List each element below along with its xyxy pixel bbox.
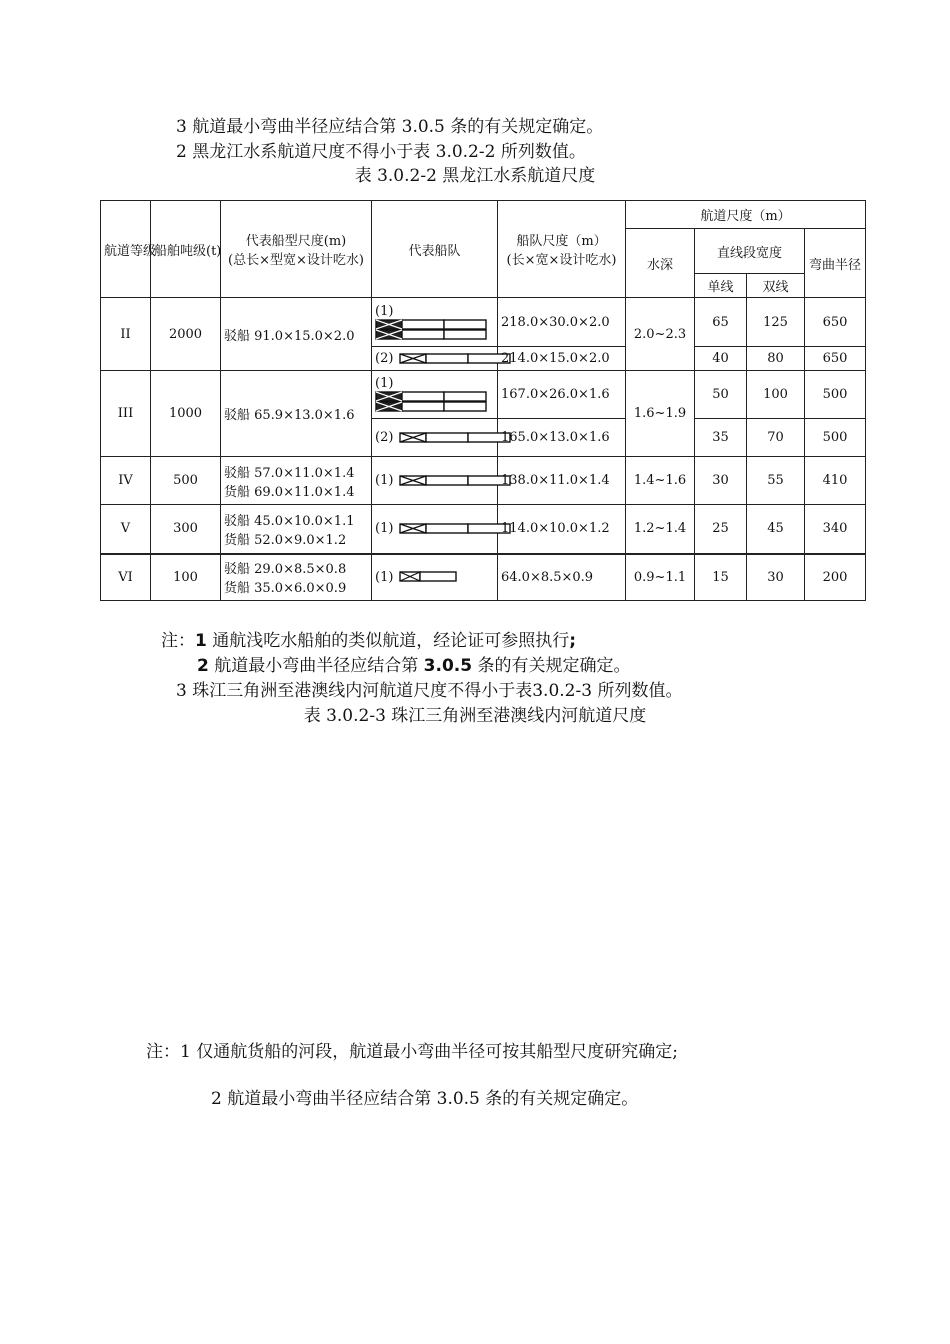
header-ship-size: 代表船型尺度(m) (总长×型宽×设计吃水) [221, 201, 372, 298]
note-3: 3 珠江三角洲至港澳线内河航道尺度不得小于表3.0.2-3 所列数值。 [176, 681, 683, 701]
cell-grade: II [101, 298, 151, 371]
header-fleet-size: 船队尺度（m） (长×宽×设计吃水) [498, 201, 626, 298]
ship-size-line: 货船 69.0×11.0×1.4 [224, 484, 355, 500]
cell-fleet [372, 554, 498, 601]
cell-depth: 1.4~1.6 [626, 457, 695, 505]
single-barge-fleet-icon [399, 353, 511, 365]
note2-2: 2 航道最小弯曲半径应结合第 3.0.5 条的有关规定确定。 [211, 1089, 639, 1109]
header-width: 直线段宽度 [695, 229, 805, 274]
table-row [101, 371, 866, 419]
cell-tonnage: 100 [151, 554, 221, 601]
cell-single: 35 [695, 419, 747, 457]
fleet-label: (1) [375, 569, 394, 585]
table-caption-2: 表 3.0.2-3 珠江三角洲至港澳线内河航道尺度 [303, 706, 647, 726]
fleet-label: (1) [375, 473, 394, 488]
fleet-label: (1) [375, 521, 394, 537]
single-barge-fleet-icon [399, 571, 457, 583]
double-barge-fleet-icon [375, 319, 487, 341]
header-channel: 航道尺度（m） [626, 201, 866, 229]
cell-radius: 500 [805, 419, 866, 457]
note-1: 注：1 通航浅吃水船舶的类似航道，经论证可参照执行; [161, 631, 577, 651]
cell-tonnage: 300 [151, 505, 221, 554]
cell-fleet-size: 64.0×8.5×0.9 [498, 554, 626, 601]
cell-grade: III [101, 371, 151, 457]
cell-single: 40 [695, 347, 747, 371]
cell-depth: 1.2~1.4 [626, 505, 695, 554]
cell-fleet-size: 167.0×26.0×1.6 [498, 371, 626, 419]
cell-fleet [372, 457, 498, 505]
cell-fleet [372, 419, 498, 457]
cell-fleet [372, 298, 498, 347]
cell-fleet-size: 218.0×30.0×2.0 [498, 298, 626, 347]
single-barge-fleet-icon [399, 523, 511, 535]
cell-single: 50 [695, 371, 747, 419]
cell-radius: 500 [805, 371, 866, 419]
fleet-label: (2) [375, 351, 394, 366]
table-row [101, 554, 866, 601]
cell-radius: 200 [805, 554, 866, 601]
cell-tonnage: 1000 [151, 371, 221, 457]
intro-line-1: 3 航道最小弯曲半径应结合第 3.0.5 条的有关规定确定。 [176, 117, 604, 137]
cell-double: 80 [747, 347, 805, 371]
cell-single: 30 [695, 457, 747, 505]
cell-single: 25 [695, 505, 747, 554]
cell-double: 70 [747, 419, 805, 457]
cell-radius: 650 [805, 298, 866, 347]
table-row [101, 505, 866, 554]
cell-grade: IV [101, 457, 151, 505]
cell-depth: 0.9~1.1 [626, 554, 695, 601]
header-fleet: 代表船队 [372, 201, 498, 298]
table-caption: 表 3.0.2-2 黑龙江水系航道尺度 [354, 166, 596, 186]
ship-size-line: 驳船 45.0×10.0×1.1 [224, 513, 355, 529]
cell-double: 30 [747, 554, 805, 601]
note-2: 2 航道最小弯曲半径应结合第 3.0.5 条的有关规定确定。 [197, 656, 631, 676]
cell-depth: 2.0~2.3 [626, 298, 695, 371]
cell-fleet-size: 138.0×11.0×1.4 [498, 457, 626, 505]
cell-ship-size [221, 505, 372, 554]
ship-size-line: 驳船 91.0×15.0×2.0 [224, 328, 355, 344]
cell-ship-size [221, 371, 372, 457]
cell-depth: 1.6~1.9 [626, 371, 695, 457]
cell-fleet [372, 347, 498, 371]
header-radius: 弯曲半径 [805, 229, 866, 298]
header-single: 单线 [695, 274, 747, 298]
table-row [101, 298, 866, 347]
cell-tonnage: 2000 [151, 298, 221, 371]
intro-line-2: 2 黑龙江水系航道尺度不得小于表 3.0.2-2 所列数值。 [176, 142, 586, 162]
cell-fleet-size: 114.0×10.0×1.2 [498, 505, 626, 554]
table-row [101, 457, 866, 505]
cell-ship-size [221, 298, 372, 371]
header-double: 双线 [747, 274, 805, 298]
cell-radius: 340 [805, 505, 866, 554]
ship-size-line: 货船 52.0×9.0×1.2 [224, 532, 347, 548]
fleet-label: (2) [375, 430, 394, 445]
cell-fleet-size: 165.0×13.0×1.6 [498, 419, 626, 457]
single-barge-fleet-icon [399, 475, 511, 487]
cell-single: 65 [695, 298, 747, 347]
cell-radius: 650 [805, 347, 866, 371]
cell-fleet-size: 214.0×15.0×2.0 [498, 347, 626, 371]
cell-double: 100 [747, 371, 805, 419]
header-grade: 航道等级 [101, 201, 151, 298]
cell-radius: 410 [805, 457, 866, 505]
cell-grade: V [101, 505, 151, 554]
ship-size-line: 驳船 29.0×8.5×0.8 [224, 562, 347, 578]
cell-single: 15 [695, 554, 747, 601]
cell-tonnage: 500 [151, 457, 221, 505]
cell-double: 125 [747, 298, 805, 347]
fleet-label: (1) [375, 376, 394, 391]
single-barge-fleet-icon [399, 432, 511, 444]
ship-size-line: 驳船 65.9×13.0×1.6 [224, 408, 355, 423]
cell-fleet [372, 371, 498, 419]
fleet-label: (1) [375, 303, 394, 319]
header-depth: 水深 [626, 229, 695, 298]
cell-double: 55 [747, 457, 805, 505]
cell-ship-size [221, 457, 372, 505]
cell-double: 45 [747, 505, 805, 554]
ship-size-line: 驳船 57.0×11.0×1.4 [224, 465, 355, 481]
header-tonnage: 船舶吨级(t) [151, 201, 221, 298]
cell-fleet [372, 505, 498, 554]
cell-ship-size [221, 554, 372, 601]
cell-grade: VI [101, 554, 151, 601]
navigation-dimensions-table [100, 200, 866, 601]
ship-size-line: 货船 35.0×6.0×0.9 [224, 581, 347, 597]
note2-1: 注：1 仅通航货船的河段，航道最小弯曲半径可按其船型尺度研究确定; [146, 1042, 678, 1062]
double-barge-fleet-icon [375, 391, 487, 413]
